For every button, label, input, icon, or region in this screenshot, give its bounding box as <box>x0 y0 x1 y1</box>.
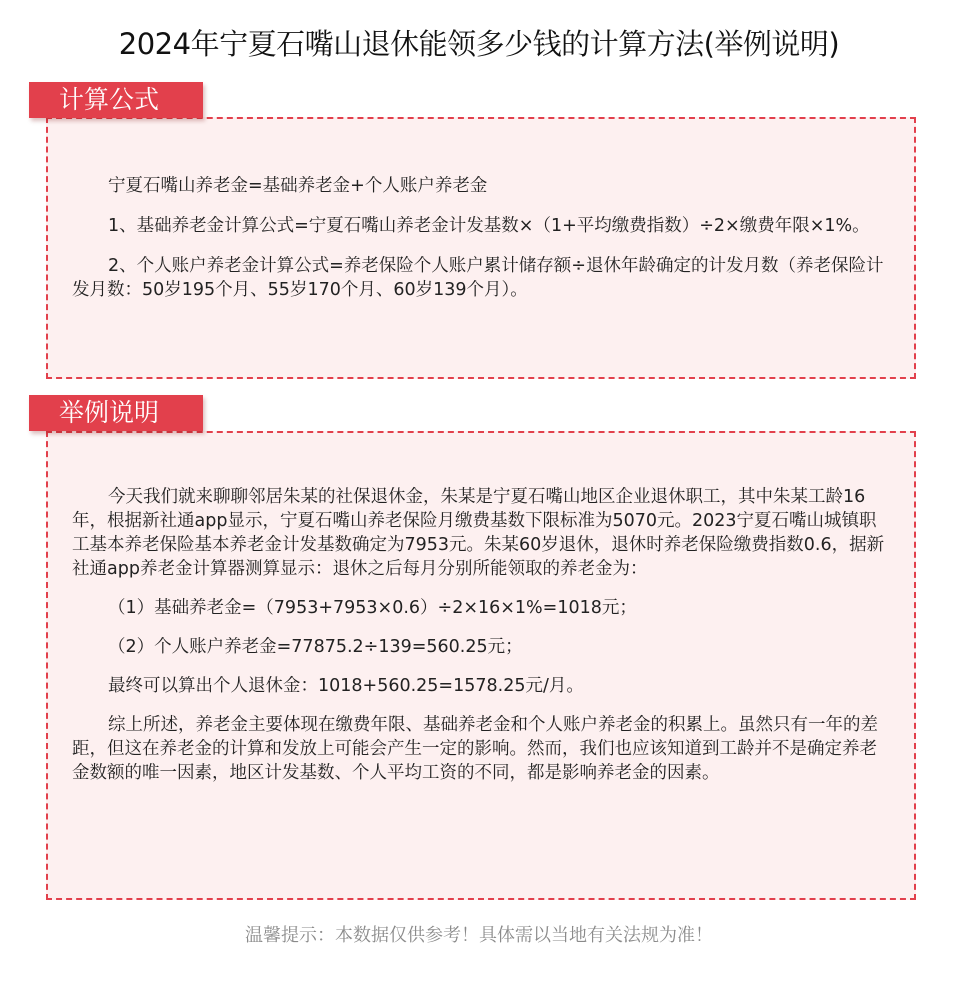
example-paragraph: 综上所述，养老金主要体现在缴费年限、基础养老金和个人账户养老金的积累上。虽然只有一年的差距，但这在养老金的计算和发放上可能会产生一定的影响。然而，我们也应该知道到工龄并不是确定养老金数额的唯一因素，地区计发基数、个人平均工资的不同，都是影响养老金的因素。 <box>72 715 878 783</box>
example-paragraph: 最终可以算出个人退休金：1018+560.25=1578.25元/月。 <box>108 676 584 696</box>
formula-paragraph: 1、基础养老金计算公式=宁夏石嘴山养老金计发基数×（1+平均缴费指数）÷2×缴费年限×1%。 <box>108 216 870 236</box>
example-section-heading: 举例说明 <box>29 395 203 431</box>
formula-paragraph: 宁夏石嘴山养老金=基础养老金+个人账户养老金 <box>108 176 488 196</box>
formula-section-heading: 计算公式 <box>29 82 203 118</box>
page-title: 2024年宁夏石嘴山退休能领多少钱的计算方法(举例说明) <box>118 27 840 61</box>
example-paragraph: （2）个人账户养老金=77875.2÷139=560.25元； <box>108 637 523 657</box>
example-section-box <box>46 431 916 900</box>
formula-paragraph: 2、个人账户养老金计算公式=养老保险个人账户累计储存额÷退休年龄确定的计发月数（养老保险计发月数：50岁195个月、55岁170个月、60岁139个月）。 <box>72 256 884 300</box>
formula-section-content <box>72 174 890 318</box>
formula-section-box <box>46 117 916 379</box>
example-paragraph: （1）基础养老金=（7953+7953×0.6）÷2×16×1%=1018元； <box>108 598 637 618</box>
example-section-content <box>72 485 890 800</box>
footer-disclaimer: 温馨提示：本数据仅供参考！具体需以当地有关法规为准！ <box>245 925 713 946</box>
example-paragraph: 今天我们就来聊聊邻居朱某的社保退休金，朱某是宁夏石嘴山地区企业退休职工，其中朱某工龄16年，根据新社通app显示，宁夏石嘴山养老保险月缴费基数下限标准为5070元。2023宁夏石嘴山城镇职工基本养老保险基本养老金计发基数确定为7953元。朱某60岁退休，退休时养老保险缴费指数0.6，据新社通app养老金计算器测算显示：退休之后每月分别所能领取的养老金为： <box>72 487 885 579</box>
